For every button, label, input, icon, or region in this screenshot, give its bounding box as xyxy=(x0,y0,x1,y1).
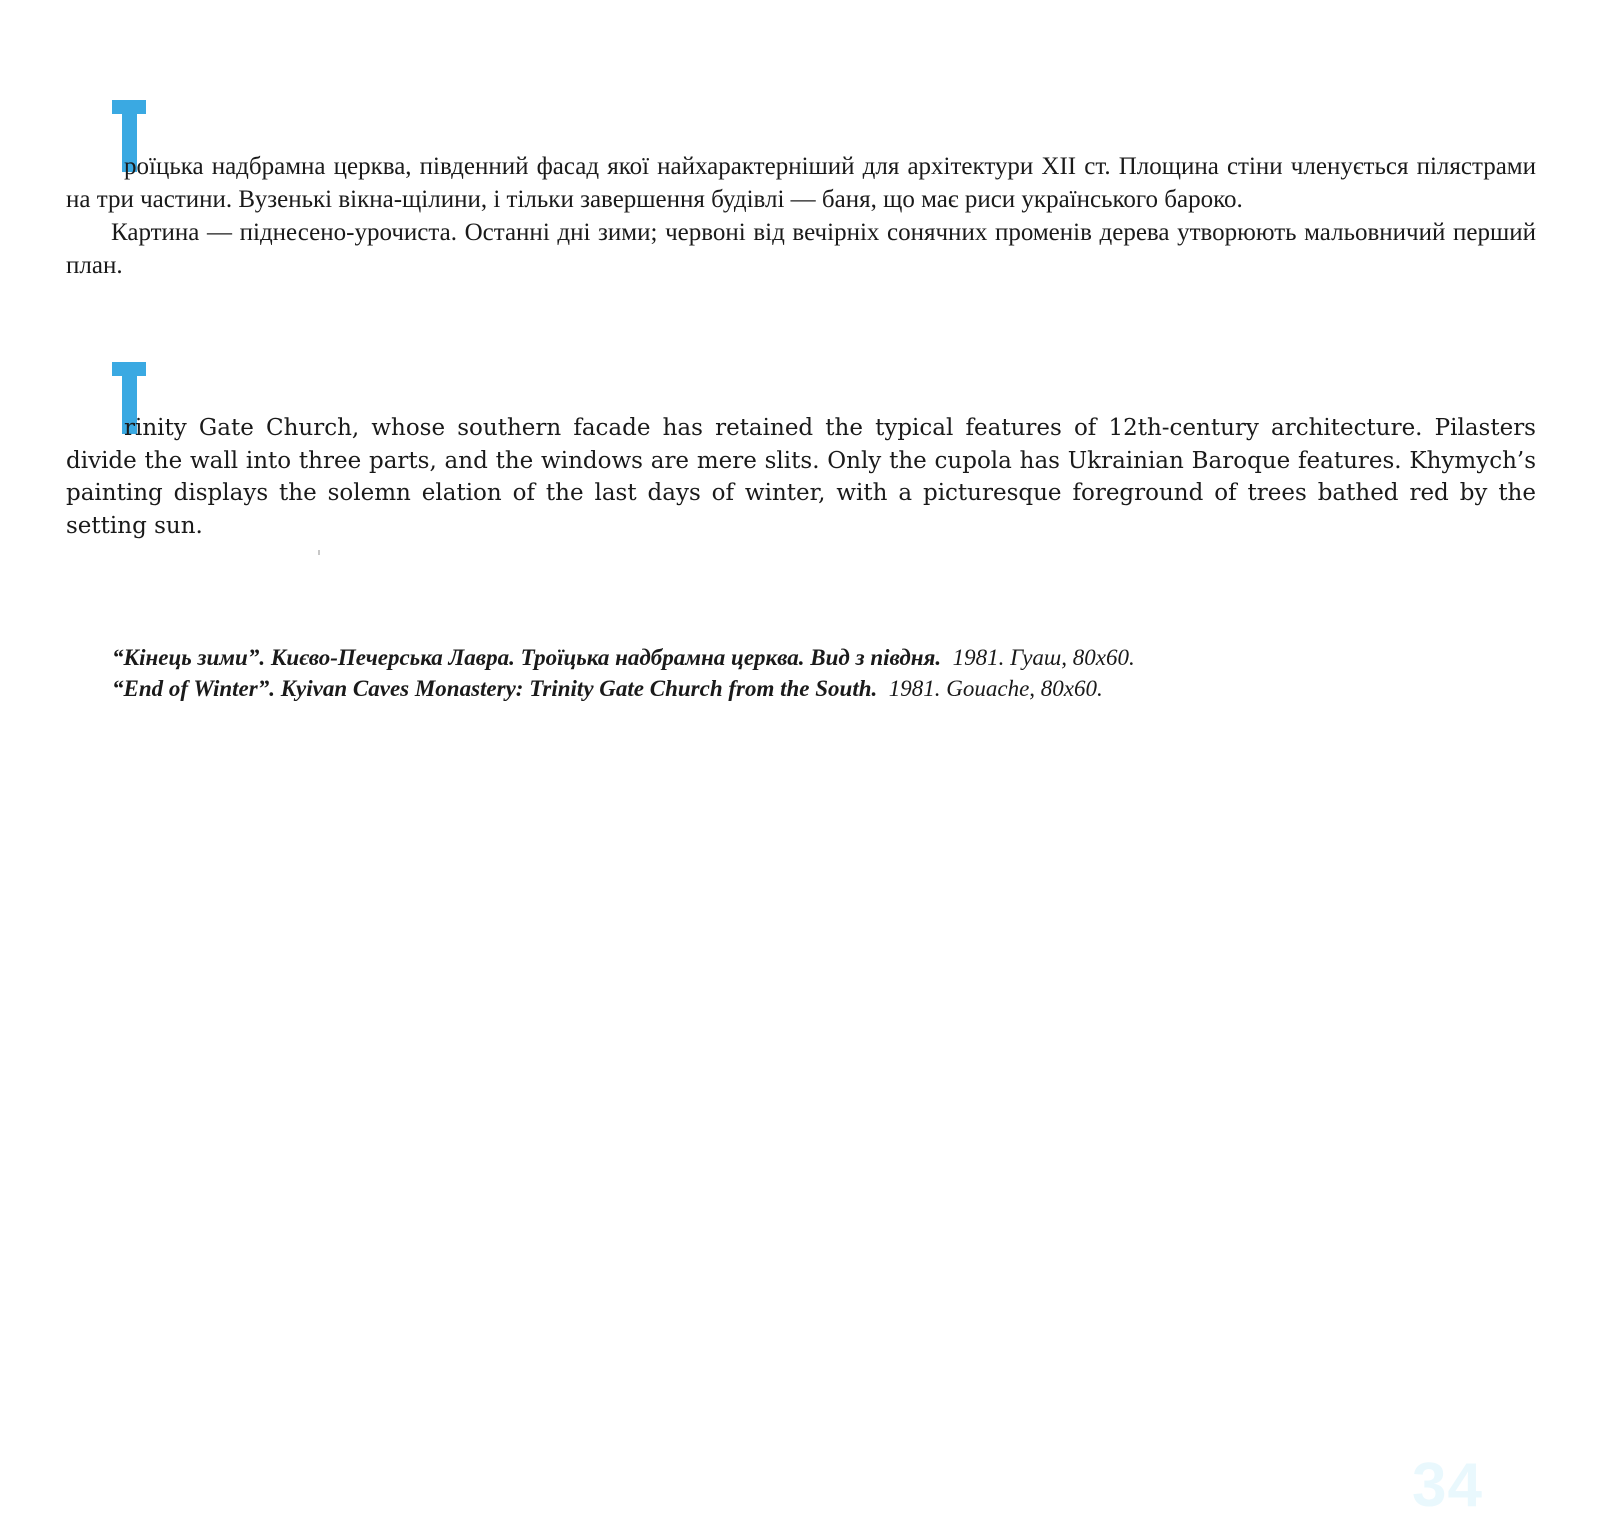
caption-ukrainian-meta: 1981. Гуаш, 80x60. xyxy=(952,645,1135,670)
page-number: 34 xyxy=(1412,1451,1483,1520)
ukrainian-paragraph-2: Картина — піднесено-урочиста. Останні дні зими; червоні від вечірніх сонячних променів дерева утворюють мальовничий перший план. xyxy=(66,219,1536,279)
caption-english xyxy=(112,673,1552,704)
caption-english-meta: 1981. Gouache, 80x60. xyxy=(888,676,1103,701)
print-speck xyxy=(318,550,320,555)
english-paragraph xyxy=(66,362,1536,542)
caption-block xyxy=(112,642,1552,704)
caption-ukrainian xyxy=(112,642,1552,673)
caption-english-title: “End of Winter”. Kyivan Caves Monastery: Trinity Gate Church from the South. xyxy=(112,676,878,701)
ukrainian-paragraph-1-text: роїцька надбрамна церква, південний фасад якої найхарактерніший для архітектури XII ст. Площина стіни членується пілястрами на три частини. Вузенькі вікна-щілини, і тільки завершення будівлі — баня, що має риси українського бароко. xyxy=(66,153,1536,213)
ukrainian-paragraph-1 xyxy=(66,100,1536,216)
english-paragraph-text: rinity Gate Church, whose southern facade has retained the typical features of 12th-century architecture. Pilasters divide the wall into three parts, and the windows are mere slits. Only the cupola has Ukrainian Baroque features. Khymych’s painting displays the solemn elation of the last days of winter, with a picturesque foreground of trees bathed red by the setting sun. xyxy=(66,415,1536,539)
english-text-block xyxy=(66,362,1536,542)
caption-ukrainian-title: “Кінець зими”. Києво-Печерська Лавра. Троїцька надбрамна церква. Вид з півдня. xyxy=(112,645,942,670)
ukrainian-text-block xyxy=(66,100,1536,282)
